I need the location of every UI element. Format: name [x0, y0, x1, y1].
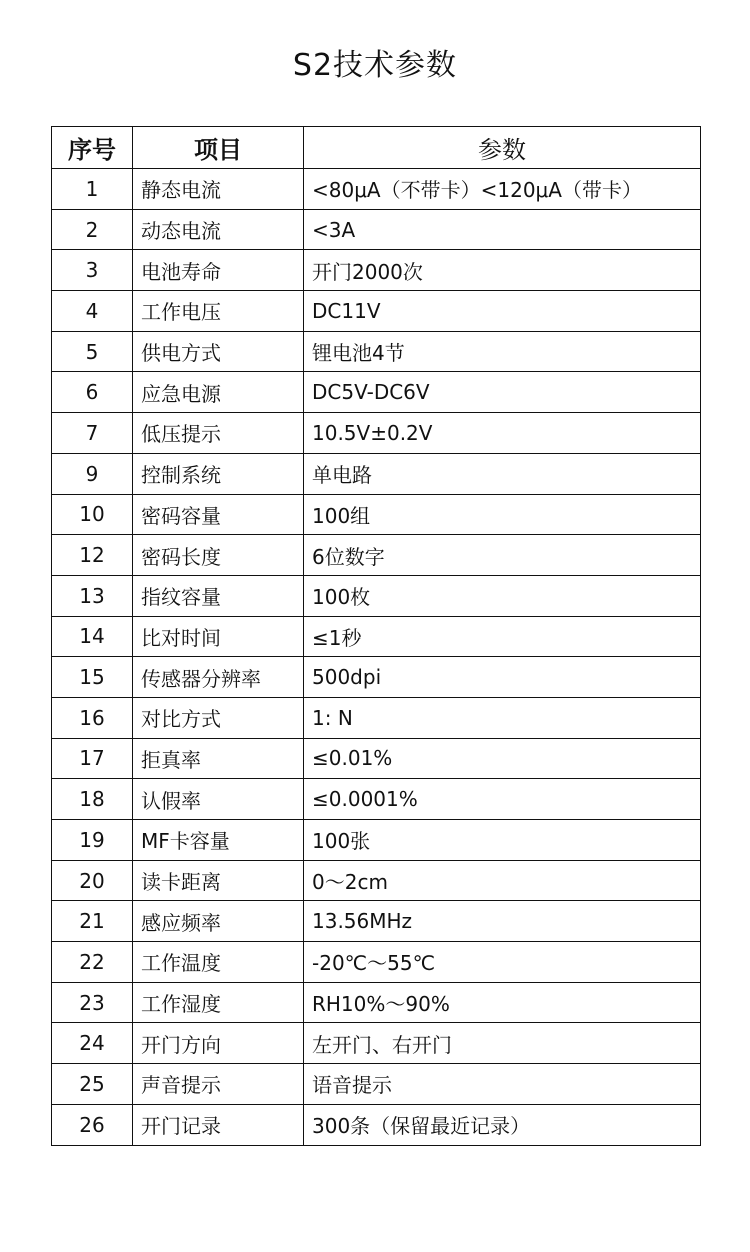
- row-value: 语音提示: [304, 1064, 701, 1105]
- row-value: ≤0.01%: [304, 738, 701, 779]
- row-value: 10.5V±0.2V: [304, 413, 701, 454]
- table-row: [52, 616, 701, 657]
- row-item: 电池寿命: [133, 250, 304, 291]
- row-value: ≤1秒: [304, 616, 701, 657]
- row-value: 左开门、右开门: [304, 1023, 701, 1064]
- table-header-row: [52, 127, 701, 169]
- row-item: 声音提示: [133, 1064, 304, 1105]
- row-item: 拒真率: [133, 738, 304, 779]
- row-no: 15: [52, 657, 133, 698]
- row-no: 10: [52, 494, 133, 535]
- row-value: RH10%～90%: [304, 982, 701, 1023]
- table-row: [52, 1064, 701, 1105]
- row-value: DC5V-DC6V: [304, 372, 701, 413]
- row-item: 比对时间: [133, 616, 304, 657]
- page-title: S2技术参数: [292, 48, 458, 83]
- row-item: 工作温度: [133, 942, 304, 983]
- row-item: 低压提示: [133, 413, 304, 454]
- row-value: 13.56MHz: [304, 901, 701, 942]
- row-no: 9: [52, 453, 133, 494]
- row-value: 0～2cm: [304, 860, 701, 901]
- header-param: 参数: [304, 127, 701, 169]
- row-no: 24: [52, 1023, 133, 1064]
- row-item: 开门记录: [133, 1104, 304, 1145]
- table-row: [52, 413, 701, 454]
- row-item: 传感器分辨率: [133, 657, 304, 698]
- row-no: 16: [52, 697, 133, 738]
- table-row: [52, 535, 701, 576]
- row-no: 23: [52, 982, 133, 1023]
- row-item: MF卡容量: [133, 820, 304, 861]
- table-row: [52, 942, 701, 983]
- row-item: 供电方式: [133, 331, 304, 372]
- table-row: [52, 901, 701, 942]
- row-value: 6位数字: [304, 535, 701, 576]
- table-row: [52, 697, 701, 738]
- row-no: 3: [52, 250, 133, 291]
- table-row: [52, 820, 701, 861]
- row-item: 工作湿度: [133, 982, 304, 1023]
- row-item: 控制系统: [133, 453, 304, 494]
- row-no: 21: [52, 901, 133, 942]
- row-value: ≤0.0001%: [304, 779, 701, 820]
- row-value: 100组: [304, 494, 701, 535]
- row-value: 1: N: [304, 697, 701, 738]
- table-row: [52, 250, 701, 291]
- row-no: 4: [52, 291, 133, 332]
- table-row: [52, 575, 701, 616]
- row-item: 感应频率: [133, 901, 304, 942]
- table-row: [52, 209, 701, 250]
- row-no: 13: [52, 575, 133, 616]
- row-no: 12: [52, 535, 133, 576]
- header-no: 序号: [52, 127, 133, 169]
- table-row: [52, 860, 701, 901]
- row-value: <80μA（不带卡）<120μA（带卡）: [304, 169, 701, 210]
- row-item: 指纹容量: [133, 575, 304, 616]
- row-item: 动态电流: [133, 209, 304, 250]
- row-no: 14: [52, 616, 133, 657]
- row-no: 20: [52, 860, 133, 901]
- row-no: 25: [52, 1064, 133, 1105]
- row-item: 密码长度: [133, 535, 304, 576]
- row-item: 工作电压: [133, 291, 304, 332]
- table-row: [52, 331, 701, 372]
- row-value: DC11V: [304, 291, 701, 332]
- spec-table: [51, 126, 701, 1146]
- table-row: [52, 1023, 701, 1064]
- row-value: 300条（保留最近记录）: [304, 1104, 701, 1145]
- header-item: 项目: [133, 127, 304, 169]
- row-value: <3A: [304, 209, 701, 250]
- table-row: [52, 738, 701, 779]
- table-row: [52, 657, 701, 698]
- row-no: 5: [52, 331, 133, 372]
- row-no: 17: [52, 738, 133, 779]
- row-value: 锂电池4节: [304, 331, 701, 372]
- table-row: [52, 494, 701, 535]
- row-no: 7: [52, 413, 133, 454]
- row-value: 100枚: [304, 575, 701, 616]
- table-row: [52, 372, 701, 413]
- table-row: [52, 982, 701, 1023]
- table-row: [52, 779, 701, 820]
- row-value: 开门2000次: [304, 250, 701, 291]
- row-no: 2: [52, 209, 133, 250]
- row-no: 22: [52, 942, 133, 983]
- row-no: 6: [52, 372, 133, 413]
- row-item: 认假率: [133, 779, 304, 820]
- row-item: 密码容量: [133, 494, 304, 535]
- row-item: 读卡距离: [133, 860, 304, 901]
- row-item: 开门方向: [133, 1023, 304, 1064]
- row-item: 静态电流: [133, 169, 304, 210]
- table-row: [52, 453, 701, 494]
- row-value: 500dpi: [304, 657, 701, 698]
- table-row: [52, 1104, 701, 1145]
- row-value: -20℃～55℃: [304, 942, 701, 983]
- row-no: 18: [52, 779, 133, 820]
- row-no: 19: [52, 820, 133, 861]
- row-no: 1: [52, 169, 133, 210]
- row-no: 26: [52, 1104, 133, 1145]
- row-value: 单电路: [304, 453, 701, 494]
- table-row: [52, 169, 701, 210]
- table-row: [52, 291, 701, 332]
- row-item: 应急电源: [133, 372, 304, 413]
- row-item: 对比方式: [133, 697, 304, 738]
- row-value: 100张: [304, 820, 701, 861]
